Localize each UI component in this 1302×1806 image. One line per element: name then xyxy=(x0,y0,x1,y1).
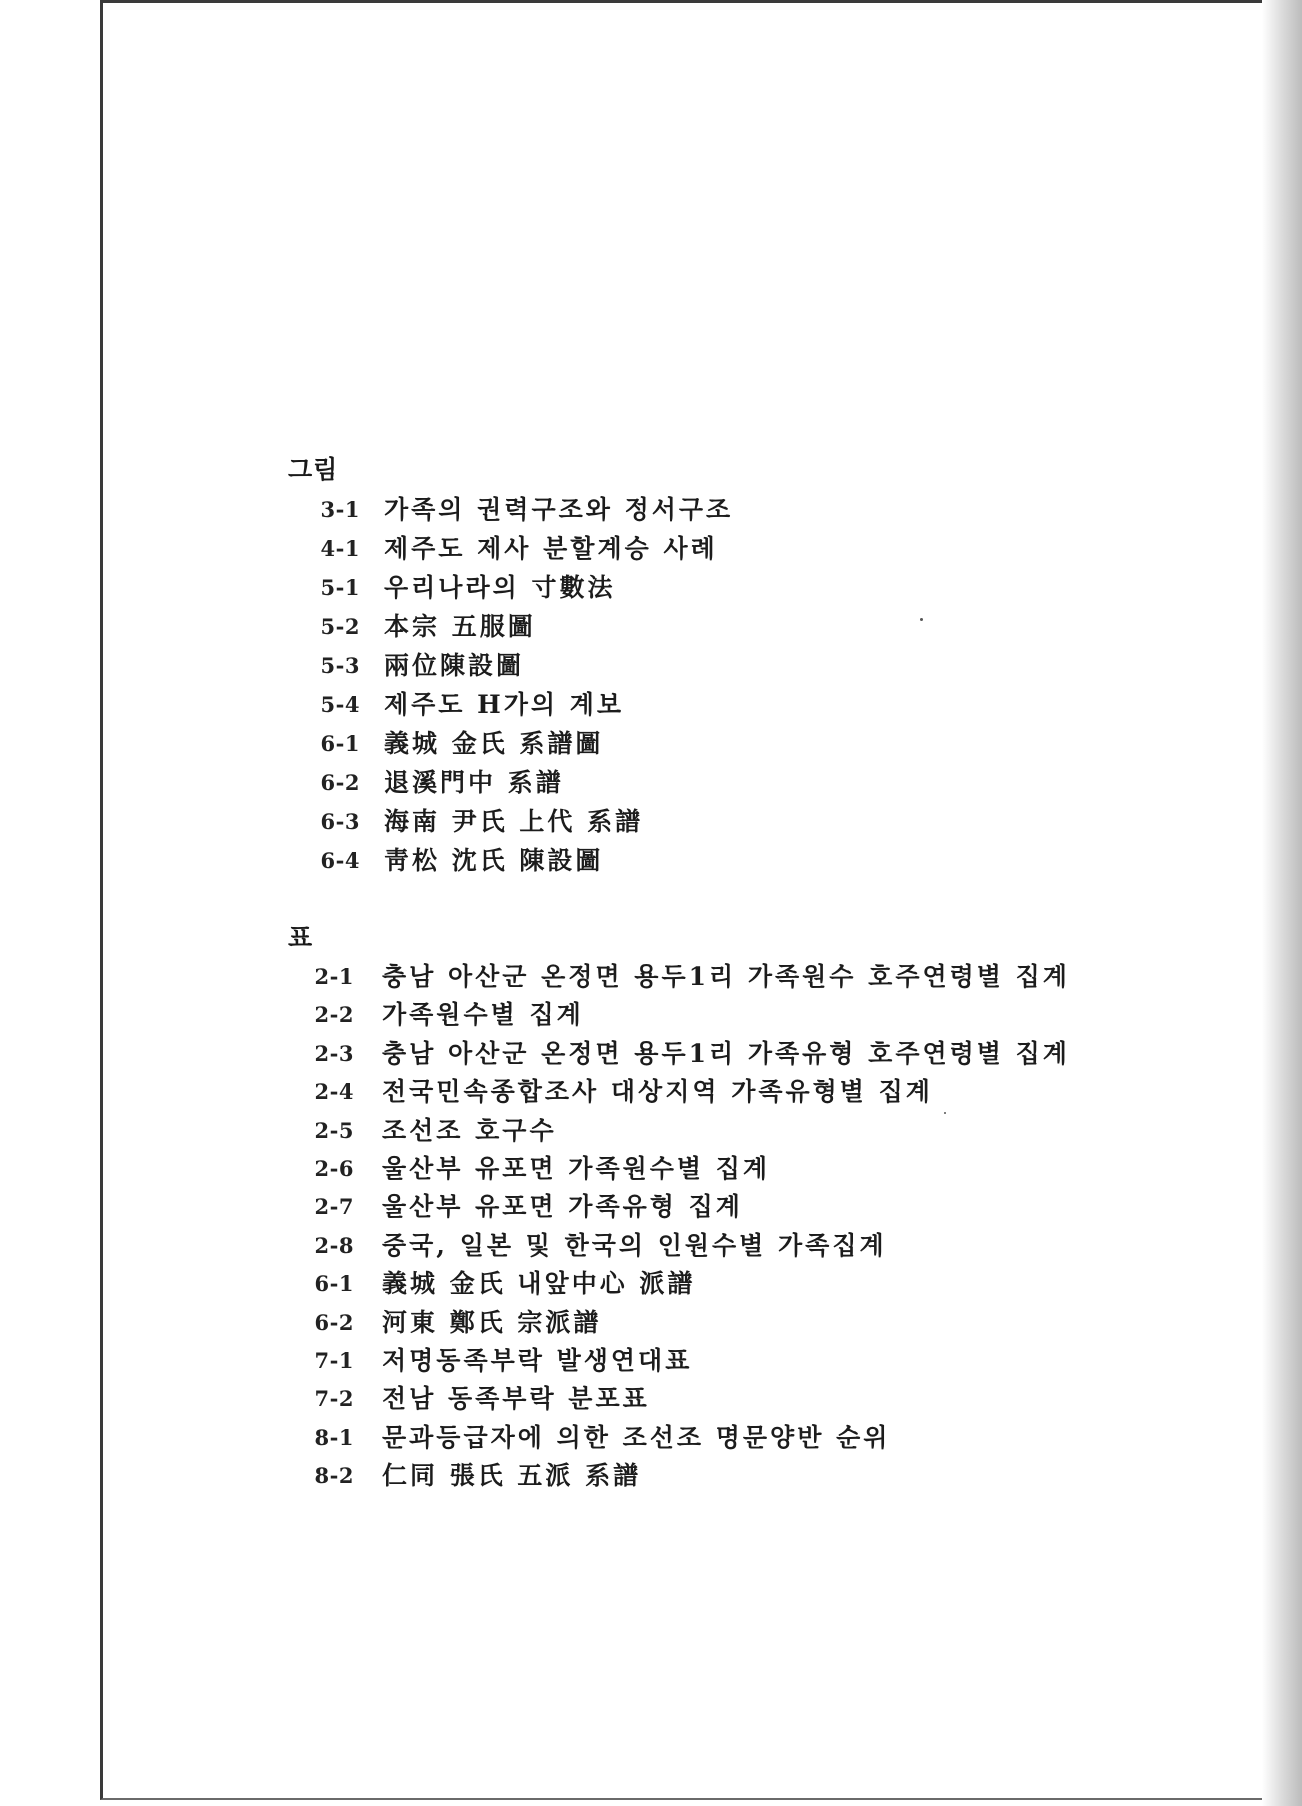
item-title: 울산부 유포면 가족원수별 집계 xyxy=(382,1153,771,1183)
item-title: 가족의 권력구조와 정서구조 xyxy=(384,495,734,524)
item-title: 저명동족부락 발생연대표 xyxy=(382,1345,693,1375)
item-title: 충남 아산군 온정면 용두1리 가족원수 호주연령별 집계 xyxy=(382,962,1070,991)
item-number: 2-2 xyxy=(314,1002,354,1028)
tables-list xyxy=(290,958,1070,1495)
item-number: 4-1 xyxy=(320,536,360,561)
item-number: 8-2 xyxy=(314,1463,354,1489)
list-item xyxy=(290,802,733,841)
item-number: 2-7 xyxy=(314,1194,354,1220)
list-item xyxy=(290,1188,1070,1226)
item-title: 조선조 호구수 xyxy=(382,1115,557,1145)
scan-speck xyxy=(920,618,923,621)
tables-heading: 표 xyxy=(288,923,314,952)
item-title: 전남 동족부락 분포표 xyxy=(382,1384,650,1414)
item-title: 전국민속종합조사 대상지역 가족유형별 집계 xyxy=(382,1077,933,1107)
item-number: 2-5 xyxy=(314,1117,354,1143)
list-item xyxy=(290,646,733,685)
item-number: 7-1 xyxy=(314,1347,354,1373)
item-title: 충남 아산군 온정면 용두1리 가족유형 호주연령별 집계 xyxy=(382,1038,1070,1068)
list-item xyxy=(290,685,733,724)
item-number: 2-3 xyxy=(314,1040,354,1066)
list-item xyxy=(290,996,1070,1034)
item-number: 6-1 xyxy=(314,1271,354,1297)
item-number: 6-3 xyxy=(320,809,360,834)
item-title: 제주도 제사 분할계승 사례 xyxy=(384,534,718,563)
list-item xyxy=(290,958,1070,996)
tables-list-section xyxy=(290,918,1070,1495)
item-number: 2-6 xyxy=(314,1155,354,1181)
item-title: 退溪門中 系譜 xyxy=(384,768,564,797)
item-title: 靑松 沈氏 陳設圖 xyxy=(384,846,604,875)
list-item xyxy=(290,1035,1070,1073)
list-item xyxy=(290,529,733,568)
figures-heading: 그림 xyxy=(288,455,339,484)
list-item xyxy=(290,607,733,646)
figures-list-section xyxy=(290,450,733,880)
item-number: 2-4 xyxy=(314,1079,354,1105)
item-number: 2-1 xyxy=(314,964,354,989)
figures-list xyxy=(290,490,733,880)
item-number: 8-1 xyxy=(314,1424,354,1450)
list-item xyxy=(290,763,733,802)
scan-left-margin xyxy=(0,0,96,1806)
item-number: 6-4 xyxy=(320,848,360,873)
scan-speck xyxy=(944,1112,946,1114)
list-item xyxy=(290,1112,1070,1150)
item-title: 仁同 張氏 五派 系譜 xyxy=(382,1461,642,1491)
list-item xyxy=(290,1342,1070,1380)
item-number: 7-2 xyxy=(314,1386,354,1412)
item-number: 3-1 xyxy=(320,497,360,522)
item-number: 5-3 xyxy=(320,653,360,678)
item-title: 兩位陳設圖 xyxy=(384,651,525,680)
item-title: 중국, 일본 및 한국의 인원수별 가족집계 xyxy=(382,1230,887,1260)
item-title: 本宗 五服圖 xyxy=(384,612,536,641)
list-item xyxy=(290,568,733,607)
item-title: 海南 尹氏 上代 系譜 xyxy=(384,807,644,836)
item-title: 울산부 유포면 가족유형 집계 xyxy=(382,1192,743,1222)
item-number: 2-8 xyxy=(314,1232,354,1258)
item-title: 문과등급자에 의한 조선조 명문양반 순위 xyxy=(382,1422,891,1452)
item-title: 義城 金氏 系譜圖 xyxy=(384,729,604,758)
item-number: 5-4 xyxy=(320,692,360,717)
list-item xyxy=(290,1150,1070,1188)
item-number: 6-1 xyxy=(320,731,360,756)
list-item xyxy=(290,1227,1070,1265)
list-item xyxy=(290,841,733,880)
list-item xyxy=(290,1304,1070,1342)
list-item xyxy=(290,724,733,763)
list-item xyxy=(290,1419,1070,1457)
item-number: 6-2 xyxy=(320,770,360,795)
item-title: 제주도 H가의 계보 xyxy=(384,690,625,719)
list-item xyxy=(290,1457,1070,1495)
list-item xyxy=(290,1073,1070,1111)
document-page xyxy=(100,0,1290,1800)
page-edge-shadow xyxy=(1262,0,1302,1806)
item-title: 義城 金氏 내앞中心 派譜 xyxy=(382,1269,696,1299)
list-item xyxy=(290,1380,1070,1418)
item-title: 河東 鄭氏 宗派譜 xyxy=(382,1307,602,1337)
item-title: 가족원수별 집계 xyxy=(382,1000,584,1030)
list-item xyxy=(290,490,733,529)
item-number: 5-1 xyxy=(320,575,360,600)
item-title: 우리나라의 寸數法 xyxy=(384,573,616,602)
item-number: 5-2 xyxy=(320,614,360,639)
list-item xyxy=(290,1265,1070,1303)
item-number: 6-2 xyxy=(314,1309,354,1335)
